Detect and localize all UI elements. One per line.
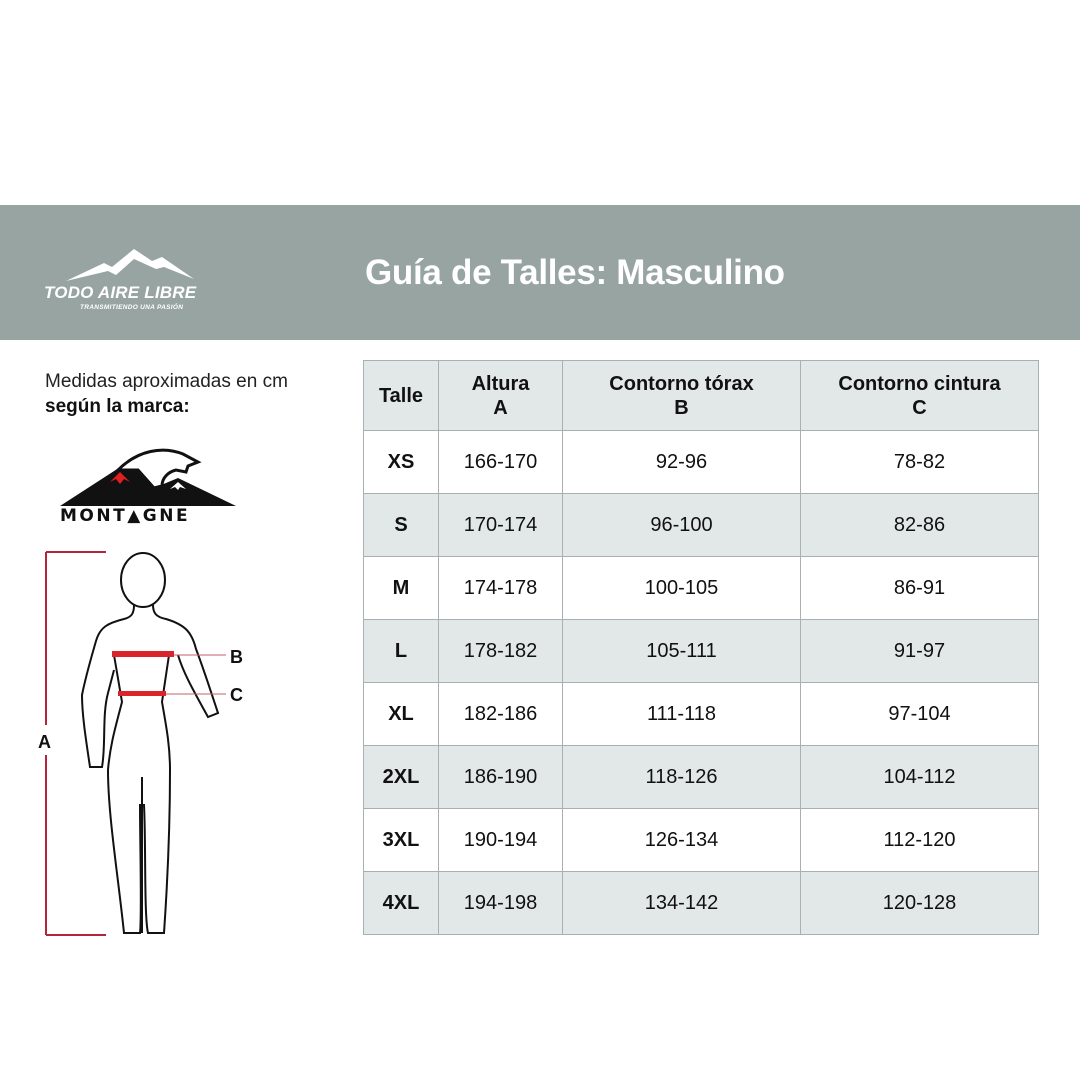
cell-altura: 190-194 xyxy=(439,809,563,872)
cell-torax: 92-96 xyxy=(563,431,801,494)
cell-cintura: 86-91 xyxy=(801,557,1039,620)
todo-aire-libre-logo xyxy=(40,245,230,320)
eagle-mountain-icon xyxy=(58,448,238,508)
table-row xyxy=(364,557,1039,620)
cell-torax: 126-134 xyxy=(563,809,801,872)
cell-cintura: 91-97 xyxy=(801,620,1039,683)
cell-talle: M xyxy=(364,557,439,620)
brand-tagline: TRANSMITIENDO UNA PASIÓN xyxy=(80,304,184,311)
cell-torax: 96-100 xyxy=(563,494,801,557)
cell-talle: XS xyxy=(364,431,439,494)
intro-line-1: Medidas aproximadas en cm xyxy=(45,371,288,392)
cell-torax: 134-142 xyxy=(563,872,801,935)
cell-talle: 2XL xyxy=(364,746,439,809)
cell-talle: L xyxy=(364,620,439,683)
cell-cintura: 112-120 xyxy=(801,809,1039,872)
intro-line-2: según la marca: xyxy=(45,396,190,417)
header-banner xyxy=(0,205,1080,340)
montagne-wordmark: MONT▲GNE xyxy=(60,506,191,526)
page-title: Guía de Talles: Masculino xyxy=(365,253,785,292)
label-waist-c: C xyxy=(230,685,243,705)
size-chart-table xyxy=(363,360,1039,935)
label-chest-b: B xyxy=(230,647,243,667)
mountains-icon xyxy=(64,245,224,285)
table-row xyxy=(364,809,1039,872)
table-row xyxy=(364,746,1039,809)
header-talle: Talle xyxy=(364,361,439,431)
brand-name: TODO AIRE LIBRE xyxy=(44,283,197,302)
table-row xyxy=(364,683,1039,746)
cell-torax: 118-126 xyxy=(563,746,801,809)
table-row xyxy=(364,494,1039,557)
header-altura: Altura A xyxy=(439,361,563,431)
cell-altura: 182-186 xyxy=(439,683,563,746)
cell-torax: 111-118 xyxy=(563,683,801,746)
cell-altura: 194-198 xyxy=(439,872,563,935)
cell-cintura: 78-82 xyxy=(801,431,1039,494)
cell-altura: 166-170 xyxy=(439,431,563,494)
cell-cintura: 120-128 xyxy=(801,872,1039,935)
body-silhouette-icon xyxy=(36,545,266,940)
header-contorno-torax: Contorno tórax B xyxy=(563,361,801,431)
cell-altura: 174-178 xyxy=(439,557,563,620)
cell-cintura: 97-104 xyxy=(801,683,1039,746)
cell-torax: 105-111 xyxy=(563,620,801,683)
cell-talle: XL xyxy=(364,683,439,746)
cell-talle: S xyxy=(364,494,439,557)
cell-altura: 186-190 xyxy=(439,746,563,809)
body-measurement-figure xyxy=(36,545,266,940)
table-row xyxy=(364,620,1039,683)
header-contorno-cintura: Contorno cintura C xyxy=(801,361,1039,431)
cell-cintura: 82-86 xyxy=(801,494,1039,557)
cell-altura: 178-182 xyxy=(439,620,563,683)
montagne-logo xyxy=(58,448,238,528)
intro-text xyxy=(45,369,288,419)
table-row xyxy=(364,431,1039,494)
cell-cintura: 104-112 xyxy=(801,746,1039,809)
table-row xyxy=(364,872,1039,935)
cell-altura: 170-174 xyxy=(439,494,563,557)
label-height-a: A xyxy=(38,732,51,752)
cell-torax: 100-105 xyxy=(563,557,801,620)
cell-talle: 3XL xyxy=(364,809,439,872)
cell-talle: 4XL xyxy=(364,872,439,935)
table-header-row xyxy=(364,361,1039,431)
